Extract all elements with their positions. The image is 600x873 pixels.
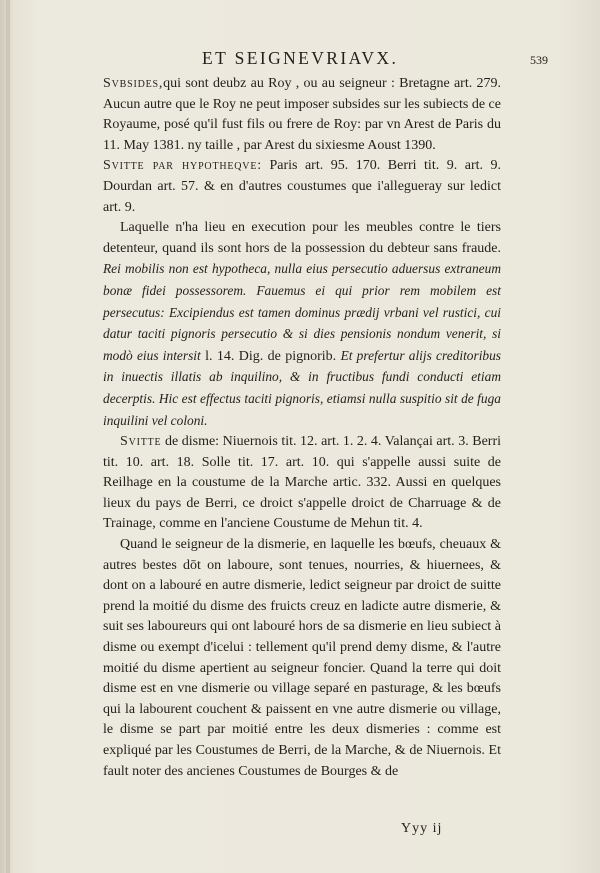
page-header: [0, 48, 600, 74]
paragraph-text: de disme: Niuernois tit. 12. art. 1. 2. 4. Valançai art. 3. Berri tit. 10. art. 18. Solle tit. 17. art. 10. qui s'appelle aussi suite de Reilhage en la coustume de la Marche artic. 332. Aussi en quelques lieux du pays de Berri, ce droict s'appelle droict de Charruage & de Trainage, comme en l'anciene Coustume de Mehun tit. 4.: [103, 434, 501, 532]
paragraph-text: Quand le seigneur de la dismerie, en laquelle les bœufs, cheuaux & autres bestes dōt on laboure, sont tenues, nourries, & hiuernees, & dont on a labouré en autre dismerie, ledict seigneur par droict de suitte prend la moitié du disme des fruicts creuz en ladicte autre dismerie, & suit ses laboureurs qui ont labouré hors de sa dismerie en lieu subiect à disme ou exempt d'icelui : tellement qu'il prend demy disme, & l'autre moitié du disme apertient au seigneur foncier. Quand la terre qui doit disme est en vne dismerie ou village separé en pasturage, & les bœufs qui la labourent couchent & paissent en vne autre dismerie ou village, le disme se part par moitié entre les deux dismeries : comme est expliqué par les Coustumes de Berri, de la Marche, & de Niuernois. Et fault noter des ancienes Coustumes de Bourges & de: [103, 537, 501, 779]
paragraph-dismerie: [103, 535, 501, 782]
page-number: 539: [530, 53, 548, 67]
running-title: ET SEIGNEVRIAVX.: [202, 48, 399, 68]
paragraph-text: Paris art. 95. 170. Berri tit. 9. art. 9. Dourdan art. 57. & en d'autres coustumes que i'allegueray sur ledict art. 9.: [103, 158, 502, 215]
paragraph-suitte-disme: [103, 432, 501, 535]
signature-catchword: Yyy ij: [401, 821, 443, 836]
lead-word: Svitte: [120, 434, 162, 450]
paragraph-subsides: [103, 74, 501, 156]
lead-word: Svitte par hypotheqve:: [103, 158, 262, 174]
legal-reference: l. 14. Dig. de pignorib.: [205, 348, 337, 364]
latin-citation-continued: Et prefertur alijs creditoribus in inuectis illatis ab inquilino, & in fructibus fundi conducti etiam decerptis. Hic est effectus taciti pignoris, etiamsi nulla suspitio sit de fuga inquilini vel coloni.: [103, 347, 502, 428]
latin-citation: Rei mobilis non est hypotheca, nulla eius persecutio aduersus extraneum bonæ fidei possessorem. Fauemus ei qui prior rem mobilem est persecutus: Excipiendus est tamen dominus prædij vrbani vel rustici, cui datur taciti pignoris persecutio & si dies pensionis nondum venerit, si modò eius intersit: [103, 261, 501, 363]
paragraph-suitte-hypotheque: [103, 156, 501, 218]
lead-word: Svbsides,: [103, 76, 164, 91]
paragraph-text: qui sont deubz au Roy , ou au seigneur : Bretagne art. 279. Aucun autre que le Roy ne peut imposer subsides sur les subiects de ce Royaume, posé qu'il fust fils ou frere de Roy: par vn Arest de Paris du 11. May 1381. ny taille , par Arest du sixiesme Aoust 1390.: [103, 76, 501, 153]
paragraph-execution: [103, 218, 501, 432]
text-body: [103, 74, 501, 782]
paragraph-text: Laquelle n'ha lieu en execution pour les meubles contre le tiers detenteur, quand ils sont hors de la possession du debteur sans fraude.: [103, 220, 501, 256]
